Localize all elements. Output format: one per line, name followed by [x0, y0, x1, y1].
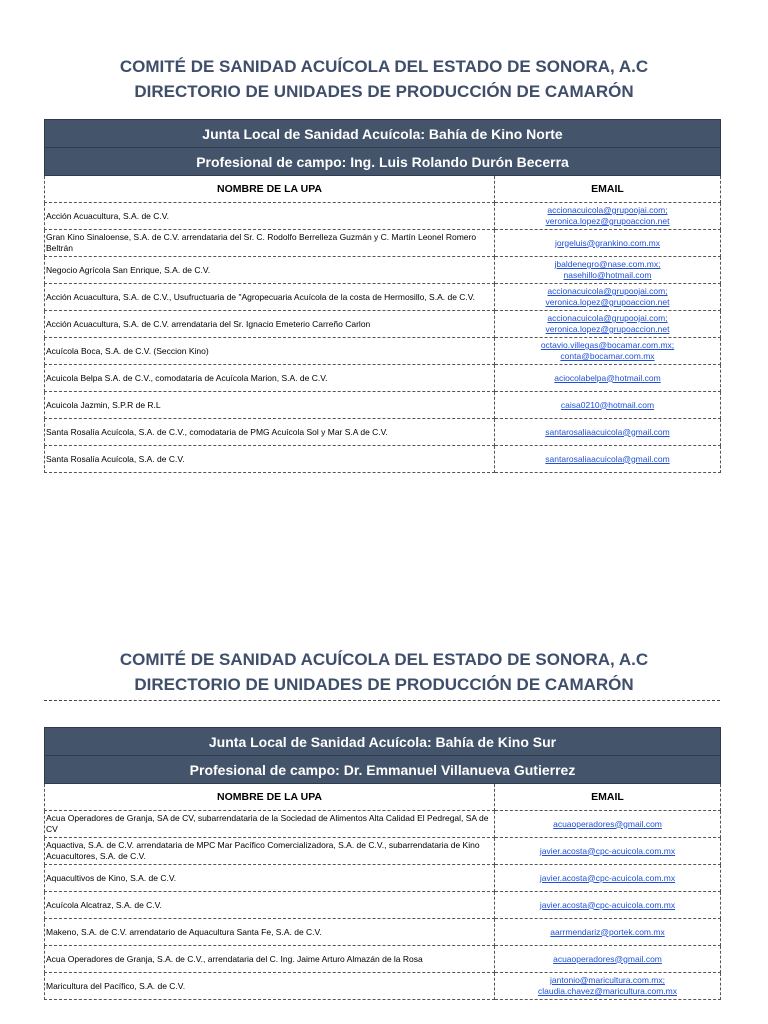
email-cell	[495, 446, 721, 473]
table-row	[45, 203, 721, 230]
document-heading	[0, 608, 768, 697]
table-row	[45, 338, 721, 365]
junta-local-header: Junta Local de Sanidad Acuícola: Bahía de Kino Norte	[45, 120, 721, 148]
directory-title: DIRECTORIO DE UNIDADES DE PRODUCCIÓN DE CAMARÓN	[134, 675, 634, 694]
upa-name-cell: Gran Kino Sinaloense, S.A. de C.V. arrendataria del Sr. C. Rodolfo Berrelleza Guzmán y C. Martín Leonel Romero Beltrán	[45, 230, 495, 257]
divider	[44, 700, 720, 701]
table-row	[45, 284, 721, 311]
table-row	[45, 838, 721, 865]
email-link[interactable]: javier.acosta@cpc-acuicola.com.mx	[539, 845, 676, 856]
column-header-name: NOMBRE DE LA UPA	[45, 784, 495, 811]
email-link[interactable]: accionacuicola@grupoojai.com;	[547, 286, 668, 296]
upa-name-cell: Acuícola Boca, S.A. de C.V. (Seccion Kino)	[45, 338, 495, 365]
upa-directory-table	[44, 727, 721, 1000]
table-row	[45, 365, 721, 392]
directory-section-kino-sur	[0, 608, 768, 996]
email-link[interactable]: conta@bocamar.com.mx	[560, 351, 655, 361]
table-row	[45, 973, 721, 1000]
email-cell	[495, 338, 721, 365]
upa-name-cell: Negocio Agrícola San Enrique, S.A. de C.V.	[45, 257, 495, 284]
email-cell	[495, 919, 721, 946]
table-body	[45, 120, 721, 473]
upa-name-cell: Maricultura del Pacífico, S.A. de C.V.	[45, 973, 495, 1000]
table-row	[45, 892, 721, 919]
email-link[interactable]: aarrmendariz@portek.com.mx	[550, 926, 665, 937]
table-row	[45, 919, 721, 946]
table-row	[45, 811, 721, 838]
table-body	[45, 728, 721, 1000]
table-row	[45, 257, 721, 284]
email-cell	[495, 257, 721, 284]
table-row	[45, 865, 721, 892]
email-cell	[495, 230, 721, 257]
table-row	[45, 311, 721, 338]
email-link[interactable]: accionacuicola@grupoojai.com;	[547, 313, 668, 323]
upa-directory-table	[44, 119, 721, 473]
upa-name-cell: Acuicola Jazmin, S.P.R de R.L	[45, 392, 495, 419]
email-link[interactable]: veronica.lopez@grupoaccion.net	[545, 324, 670, 334]
column-header-email: EMAIL	[495, 176, 721, 203]
email-cell	[495, 311, 721, 338]
email-link[interactable]: santarosaliaacuicola@gmail.com	[545, 453, 670, 464]
email-link[interactable]: santarosaliaacuicola@gmail.com	[545, 426, 670, 437]
table-row	[45, 392, 721, 419]
upa-name-cell: Santa Rosalía Acuícola, S.A. de C.V., comodataria de PMG Acuícola Sol y Mar S.A de C.V.	[45, 419, 495, 446]
email-link[interactable]: jbaldenegro@nase.com.mx;	[554, 259, 661, 269]
committee-title: COMITÉ DE SANIDAD ACUÍCOLA DEL ESTADO DE SONORA, A.C	[119, 650, 649, 669]
email-link[interactable]: javier.acosta@cpc-acuicola.com.mx	[539, 899, 676, 910]
upa-name-cell: Makeno, S.A. de C.V. arrendatario de Aquacultura Santa Fe, S.A. de C.V.	[45, 919, 495, 946]
email-link[interactable]: acuaoperadores@gmail.com	[553, 818, 662, 829]
email-link[interactable]: aciocolabelpa@hotmail.com	[554, 372, 661, 383]
upa-name-cell: Acuicola Belpa S.A. de C.V., comodataria de Acuícola Marion, S.A. de C.V.	[45, 365, 495, 392]
profesional-header: Profesional de campo: Ing. Luis Rolando Durón Becerra	[45, 148, 721, 176]
email-cell	[495, 419, 721, 446]
email-cell	[495, 946, 721, 973]
email-link[interactable]: claudia.chavez@maricultura.com.mx	[537, 986, 677, 996]
email-link[interactable]: octavio.villegas@bocamar.com.mx;	[540, 340, 675, 350]
upa-name-cell: Aquactiva, S.A. de C.V. arrendataria de MPC Mar Pacífico Comercializadora, S.A. de C.V., subarrendataria de Kino Acuacultores, S.A. de C.V.	[45, 838, 495, 865]
email-link[interactable]: caisa0210@hotmail.com	[560, 399, 655, 410]
email-cell	[495, 838, 721, 865]
directory-section-kino-norte	[0, 0, 768, 464]
upa-name-cell: Acción Acuacultura, S.A. de C.V. arrendataria del Sr. Ignacio Emeterio Carreño Carlon	[45, 311, 495, 338]
upa-name-cell: Acción Acuacultura, S.A. de C.V., Usufructuaria de "Agropecuaria Acuícola de la costa de Hermosillo, S.A. de C.V.	[45, 284, 495, 311]
upa-name-cell: Acción Acuacultura, S.A. de C.V.	[45, 203, 495, 230]
committee-title: COMITÉ DE SANIDAD ACUÍCOLA DEL ESTADO DE SONORA, A.C	[119, 57, 649, 76]
table-row	[45, 946, 721, 973]
table-row	[45, 230, 721, 257]
upa-name-cell: Aquacultivos de Kino, S.A. de C.V.	[45, 865, 495, 892]
email-link[interactable]: accionacuicola@grupoojai.com;	[547, 205, 668, 215]
document-heading	[0, 0, 768, 104]
table-row	[45, 419, 721, 446]
column-header-email: EMAIL	[495, 784, 721, 811]
email-link[interactable]: jorgeluis@grankino.com.mx	[554, 237, 660, 248]
email-cell	[495, 284, 721, 311]
email-cell	[495, 865, 721, 892]
upa-name-cell: Acuícola Alcatraz, S.A. de C.V.	[45, 892, 495, 919]
email-cell	[495, 203, 721, 230]
email-cell	[495, 811, 721, 838]
profesional-header: Profesional de campo: Dr. Emmanuel Villanueva Gutierrez	[45, 756, 721, 784]
email-cell	[495, 365, 721, 392]
email-link[interactable]: veronica.lopez@grupoaccion.net	[545, 216, 670, 226]
directory-title: DIRECTORIO DE UNIDADES DE PRODUCCIÓN DE CAMARÓN	[134, 82, 634, 101]
table-row	[45, 446, 721, 473]
email-link[interactable]: veronica.lopez@grupoaccion.net	[545, 297, 670, 307]
email-cell	[495, 392, 721, 419]
email-link[interactable]: acuaoperadores@gmail.com	[553, 953, 662, 964]
email-cell	[495, 973, 721, 1000]
upa-name-cell: Acua Operadores de Granja, SA de CV, subarrendataria de la Sociedad de Alimentos Alta Calidad El Pedregal, SA de CV	[45, 811, 495, 838]
email-cell	[495, 892, 721, 919]
email-link[interactable]: jantonio@maricultura.com.mx;	[550, 975, 665, 985]
email-link[interactable]: javier.acosta@cpc-acuicola.com.mx	[539, 872, 676, 883]
upa-name-cell: Santa Rosalía Acuícola, S.A. de C.V.	[45, 446, 495, 473]
email-link[interactable]: nasehillo@hotmail.com	[563, 270, 652, 280]
junta-local-header: Junta Local de Sanidad Acuícola: Bahía de Kino Sur	[45, 728, 721, 756]
upa-name-cell: Acua Operadores de Granja, S.A. de C.V., arrendataria del C. Ing. Jaime Arturo Almazán de la Rosa	[45, 946, 495, 973]
column-header-name: NOMBRE DE LA UPA	[45, 176, 495, 203]
